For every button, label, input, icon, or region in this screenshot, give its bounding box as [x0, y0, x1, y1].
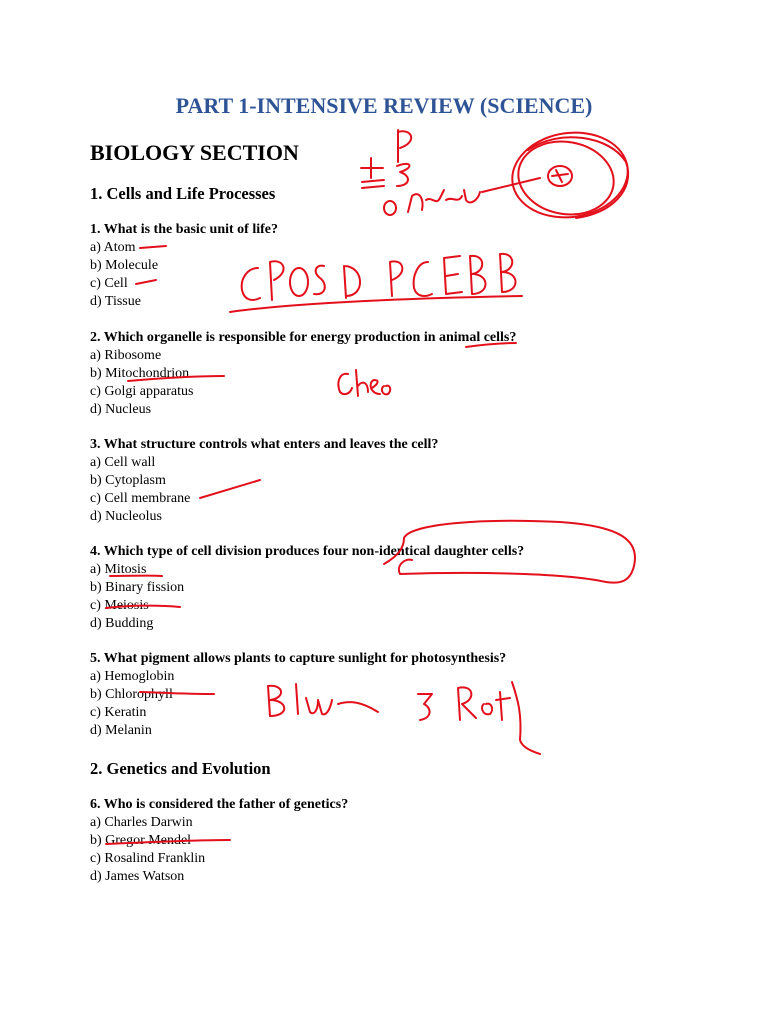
question-block: [90, 436, 690, 526]
question-block: [90, 796, 690, 886]
answer-option: d) Melanin: [90, 723, 152, 738]
answer-option: a) Mitosis: [90, 562, 147, 577]
answer-option: b) Cytoplasm: [90, 473, 166, 488]
question-block: [90, 650, 690, 740]
answer-option: d) James Watson: [90, 869, 185, 884]
answer-option: c) Meiosis: [90, 598, 149, 613]
question-block: [90, 221, 690, 311]
answer-option: d) Budding: [90, 616, 154, 631]
answer-option: d) Nucleus: [90, 402, 152, 417]
answer-option: a) Ribosome: [90, 348, 162, 363]
answer-option: a) Hemoglobin: [90, 669, 175, 684]
question-text: 5. What pigment allows plants to capture sunlight for photosynthesis?: [90, 651, 507, 666]
answer-option: b) Molecule: [90, 258, 159, 273]
question-block: [90, 329, 690, 419]
page-title: PART 1-INTENSIVE REVIEW (SCIENCE): [175, 93, 593, 118]
question-block: [90, 543, 690, 633]
answer-option: a) Cell wall: [90, 455, 156, 470]
answer-option: c) Golgi apparatus: [90, 384, 194, 399]
answer-option: a) Charles Darwin: [90, 815, 193, 830]
answer-option: d) Tissue: [90, 294, 141, 309]
answer-option: a) Atom: [90, 240, 136, 255]
answer-option: c) Cell: [90, 276, 128, 291]
atom-sketch-annotation: [361, 125, 633, 224]
question-text: 2. Which organelle is responsible for energy production in animal cells?: [90, 330, 517, 345]
answer-option: c) Rosalind Franklin: [90, 851, 206, 866]
answer-option: b) Gregor Mendel: [90, 833, 192, 848]
subsection-heading: 1. Cells and Life Processes: [90, 184, 276, 203]
answer-option: d) Nucleolus: [90, 509, 162, 524]
answer-option: c) Cell membrane: [90, 491, 191, 506]
answer-option: b) Binary fission: [90, 580, 185, 595]
subsection-heading: 2. Genetics and Evolution: [90, 759, 271, 778]
question-text: 4. Which type of cell division produces four non-identical daughter cells?: [90, 544, 525, 559]
section-title: BIOLOGY SECTION: [90, 140, 299, 165]
question-text: 3. What structure controls what enters and leaves the cell?: [90, 437, 439, 452]
question-text: 6. Who is considered the father of genetics?: [90, 797, 349, 812]
question-text: 1. What is the basic unit of life?: [90, 222, 278, 237]
answer-option: b) Mitochondrion: [90, 366, 190, 381]
answer-option: c) Keratin: [90, 705, 147, 720]
answer-option: b) Chlorophyll: [90, 687, 173, 702]
